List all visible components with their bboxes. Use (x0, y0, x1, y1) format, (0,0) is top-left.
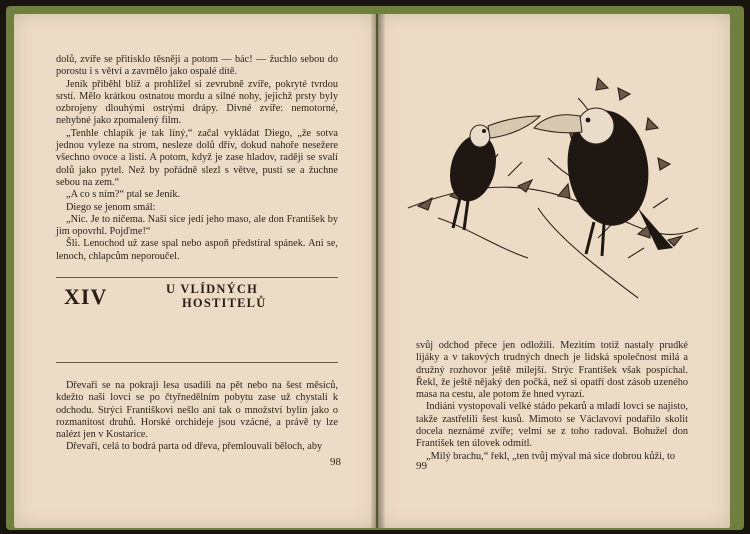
paragraph: Indiáni vystopovali velké stádo pekarů a mladí lovci se najisto, takže zastřelili šest kusů. Mimoto se Václavovi podařilo skolit docela neznámé zvíře; velmi se z toho radoval. Bohužel don František ten úlovek odmítl. (416, 401, 688, 450)
chapter-top-rule (56, 277, 338, 278)
right-page-text (416, 340, 688, 463)
book-gutter (371, 14, 385, 528)
chapter-title-line: U VLÍDNÝCH (166, 282, 258, 296)
paragraph: „Nic. Je to ničema. Naši sice jedí jeho maso, ale don František by jim opovrhl. Pojďme!“ (56, 213, 338, 238)
toucans-illustration (398, 58, 708, 308)
paragraph: „Tenhle chlapík je tak líný,“ začal vykládat Diego, „že sotva jednou vyleze na strom, neslezе dolů dřív, dokud nahoře nesežere všechno ovoce a listí. A potom, když je zase hladov, raději se svalí dolů jako pytel. Než by pořádně slezl s větve, pustí se a žuchne sebou na zem.“ (56, 127, 338, 188)
toucan-small-icon (443, 116, 540, 230)
chapter-title (166, 282, 266, 310)
paragraph: dolů, zvíře se přitisklo těsněji a potom — bác! — žuchlo sebou do porostu i s větví a zavrnělo jako ospalé dítě. (56, 54, 338, 78)
chapter-number: XIV (64, 284, 108, 309)
page-number-left: 98 (330, 456, 341, 468)
paragraph: Jeník přiběhl blíž a prohlížel si zevrubně zvíře, pokryté tvrdou srstí. Mělo krátkou ostnatou mordu a silné nohy, jejichž prsty byly ozbrojeny dlouhými ostrými drápy. Divné zvíře: nemotorné, nehybné jako zpomalený film. (56, 78, 338, 127)
page-number-right: 99 (416, 460, 427, 472)
chapter-title-line: HOSTITELŮ (182, 296, 267, 310)
paragraph: Diego se jenom smál: (66, 201, 156, 213)
chapter-text (56, 380, 338, 454)
paragraph: Šli. Lenochod už zase spal nebo aspoň předstíral spánek. Ani se, lenoch, chlapcům neporoučel. (56, 238, 338, 262)
paragraph: Dřevaři se na pokraji lesa usadili na pět nebo na šest měsíců, kdežto naši lovci se po čtyřnedělním pobytu zase už chystali k odchodu. Strýci Františkovi nešlo ani tak o množství bylin jako o rozmanitost druhů. Horské orchideje jsou vzácné, a právě ty lze nalézt jen v Kostarice. (56, 380, 338, 441)
paragraph: „Milý brachu,“ řekl, „ten tvůj mýval má sice dobrou kůži, to (426, 450, 676, 462)
paragraph: Dřevaři, celá to bodrá parta od dřeva, přemlouvali běloch, aby (66, 441, 323, 453)
paragraph: „A co s ním?“ ptal se Jeník. (66, 189, 181, 201)
paragraph: svůj odchod přece jen odložili. Mezitím totiž nastaly prudké lijáky a v takových trudných dnech je lidská společnost milá a družný rozhovor ještě milejší. Strýc František však pospíchal. Řekl, že ještě nějaký den počká, než si opatří dost zásob uzeného masa na cestu, ale potom že hned vyrazí. (416, 340, 688, 401)
left-page-text (56, 54, 338, 263)
chapter-bottom-rule (56, 362, 338, 363)
